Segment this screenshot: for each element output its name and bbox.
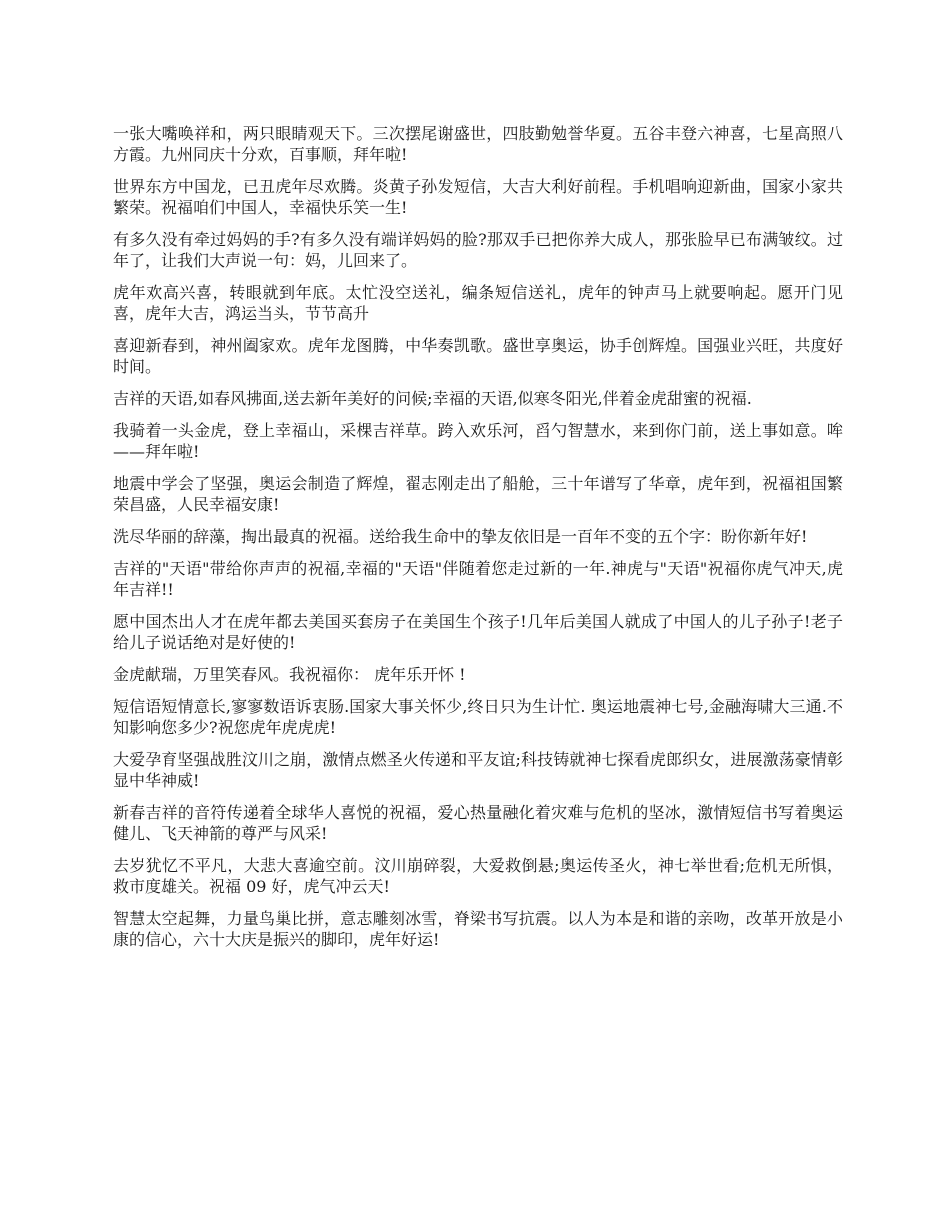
paragraph: 虎年欢高兴喜，转眼就到年底。太忙没空送礼，编条短信送礼，虎年的钟声马上就要响起。愿开门见喜，虎年大吉，鸿运当头，节节高升 [113,283,843,323]
paragraph: 新春吉祥的音符传递着全球华人喜悦的祝福，爱心热量融化着灾难与危机的坚冰，激情短信书写着奥运健儿、飞天神箭的尊严与风采! [113,803,843,843]
paragraph: 我骑着一头金虎，登上幸福山，采棵吉祥草。跨入欢乐河，舀勺智慧水，来到你门前，送上事如意。哞——拜年啦! [113,421,843,461]
paragraph: 智慧太空起舞，力量鸟巢比拼，意志雕刻冰雪，脊梁书写抗震。以人为本是和谐的亲吻，改革开放是小康的信心，六十大庆是振兴的脚印，虎年好运! [113,909,843,949]
paragraph: 吉祥的"天语"带给你声声的祝福,幸福的"天语"伴随着您走过新的一年.神虎与"天语"祝福你虎气冲天,虎年吉祥!! [113,559,843,599]
paragraph: 地震中学会了坚强，奥运会制造了辉煌，翟志刚走出了船舱，三十年谱写了华章，虎年到，祝福祖国繁荣昌盛，人民幸福安康! [113,474,843,514]
paragraph: 洗尽华丽的辞藻，掏出最真的祝福。送给我生命中的挚友依旧是一百年不变的五个字：盼你新年好! [113,527,808,546]
paragraph: 吉祥的天语,如春风拂面,送去新年美好的问候;幸福的天语,似寒冬阳光,伴着金虎甜蜜的祝福. [113,389,752,408]
document-body [113,123,843,961]
paragraph: 大爱孕育坚强战胜汶川之崩，激情点燃圣火传递和平友谊;科技铸就神七探看虎郎织女，进展激荡豪情彰显中华神威! [113,750,843,790]
paragraph: 愿中国杰出人才在虎年都去美国买套房子在美国生个孩子!几年后美国人就成了中国人的儿子孙子!老子给儿子说话绝对是好使的! [113,612,843,652]
paragraph: 去岁犹忆不平凡，大悲大喜逾空前。汶川崩碎裂，大爱救倒悬;奥运传圣火，神七举世看;危机无所惧，救市度雄关。祝福 09 好，虎气冲云天! [113,856,843,896]
paragraph: 喜迎新春到，神州阖家欢。虎年龙图腾，中华奏凯歌。盛世享奥运，协手创辉煌。国强业兴旺，共度好时间。 [113,336,843,376]
paragraph: 金虎献瑞，万里笑春风。我祝福你： 虎年乐开怀 ! [113,665,466,684]
paragraph: 有多久没有牵过妈妈的手?有多久没有端详妈妈的脸?那双手已把你养大成人，那张脸早已布满皱纹。过年了，让我们大声说一句：妈，儿回来了。 [113,230,843,270]
paragraph: 一张大嘴唤祥和，两只眼睛观天下。三次摆尾谢盛世，四肢勤勉誉华夏。五谷丰登六神喜，七星高照八方霞。九州同庆十分欢，百事顺，拜年啦! [113,124,843,164]
paragraph: 世界东方中国龙，已丑虎年尽欢腾。炎黄子孙发短信，大吉大利好前程。手机唱响迎新曲，国家小家共繁荣。祝福咱们中国人，幸福快乐笑一生! [113,177,843,217]
paragraph: 短信语短情意长,寥寥数语诉衷肠.国家大事关怀少,终日只为生计忙. 奥运地震神七号,金融海啸大三通.不知影响您多少?祝您虎年虎虎虎! [113,697,843,737]
